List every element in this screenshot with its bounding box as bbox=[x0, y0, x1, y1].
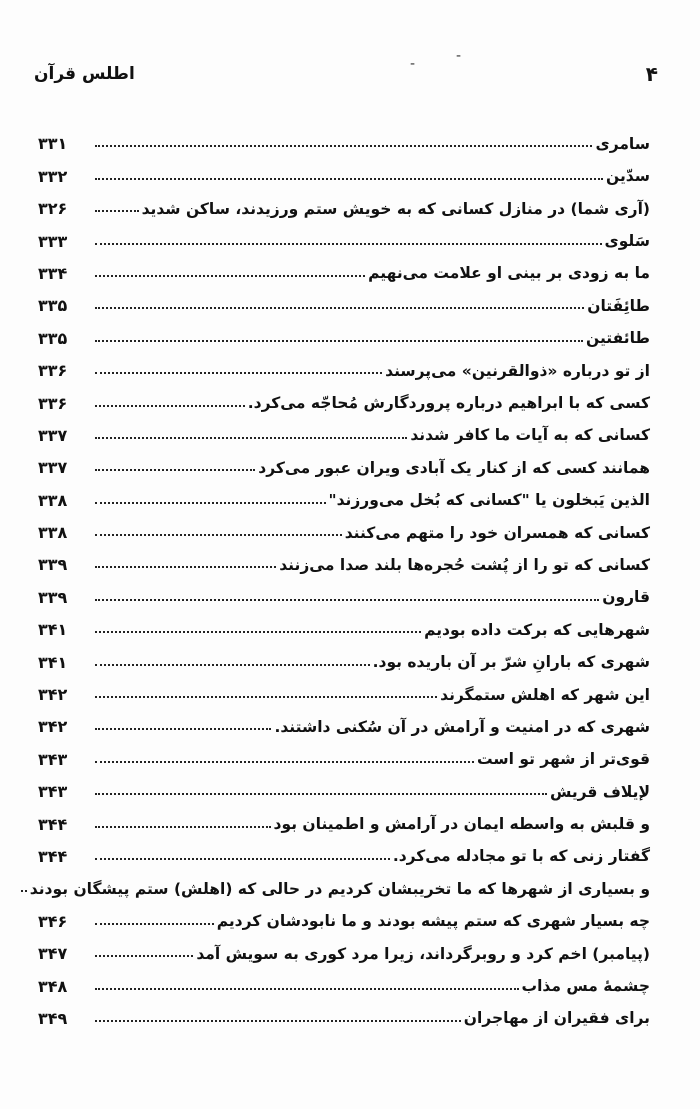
toc-entry-page-number: ۳۴۸ bbox=[38, 976, 68, 996]
toc-entry-title: و بسیاری از شهرها که ما تخریبشان کردیم در حالی که (اهلش) ستم پیشگان بودند bbox=[29, 879, 650, 898]
print-mark: - bbox=[410, 56, 416, 72]
toc-entry-page-number bbox=[0, 881, 18, 897]
toc-entry bbox=[38, 282, 650, 314]
dot-leader bbox=[95, 405, 245, 407]
toc-entry-page-number: ۳۴۳ bbox=[38, 749, 68, 769]
toc-entry-title: این شهر که اهلش ستمگرند bbox=[440, 685, 650, 704]
dot-leader bbox=[95, 372, 382, 374]
toc-entry bbox=[38, 250, 650, 282]
toc-entry-page-number: ۳۳۴ bbox=[38, 263, 68, 283]
toc-entry-page-number: ۳۳۸ bbox=[38, 490, 68, 510]
toc-entry-title: کسانی که تو را از پُشت حُجره‌ها بلند صدا می‌زنند bbox=[279, 555, 650, 574]
toc-entry-page-number: ۳۳۷ bbox=[38, 458, 68, 478]
dot-leader bbox=[95, 631, 421, 633]
toc-entry-page-number: ۳۳۷ bbox=[38, 425, 68, 445]
toc-entry-page-number: ۳۳۹ bbox=[38, 555, 68, 575]
dot-leader bbox=[95, 437, 407, 439]
toc-entry-title: کسانی که به آیات ما کافر شدند bbox=[410, 426, 650, 445]
dot-leader bbox=[95, 243, 602, 245]
toc-entry bbox=[38, 379, 650, 411]
page-header bbox=[34, 48, 666, 92]
book-title: اطلس قرآن bbox=[34, 64, 135, 84]
toc-entry-title: برای فقیران از مهاجران bbox=[463, 1009, 650, 1028]
toc-entry-page-number: ۳۴۳ bbox=[38, 782, 68, 802]
dot-leader bbox=[95, 728, 271, 730]
toc-entry-title: (آری شما) در منازل کسانی که به خویش ستم ورزیدند، ساکن شدید bbox=[141, 199, 650, 218]
toc-entry bbox=[38, 412, 650, 444]
toc-entry bbox=[38, 962, 650, 994]
dot-leader bbox=[95, 793, 547, 795]
toc-entry-title: گفتار زنی که با تو مجادله می‌کرد. bbox=[392, 847, 650, 866]
toc-entry bbox=[38, 768, 650, 800]
toc-entry-title: (پیامبر) اخم کرد و روبرگرداند، زیرا مرد کوری به سویش آمد bbox=[196, 944, 650, 963]
toc-entry-page-number: ۳۳۵ bbox=[38, 328, 68, 348]
toc-entry-page-number: ۳۳۵ bbox=[38, 296, 68, 316]
toc-entry-title: الذین یَبخلون یا "کسانی که بُخل می‌ورزند" bbox=[328, 491, 650, 510]
toc-entry-page-number: ۳۴۲ bbox=[38, 685, 68, 705]
toc-entry-page-number: ۳۳۶ bbox=[38, 361, 68, 381]
toc-entry-title: کسی که با ابراهیم درباره پروردگارش مُحاجّه می‌کرد. bbox=[247, 394, 650, 413]
dot-leader bbox=[95, 955, 193, 957]
dot-leader bbox=[95, 696, 437, 698]
toc-entry-title: شهری که بارانِ شرّ بر آن باریده بود. bbox=[372, 653, 650, 672]
toc-entry bbox=[38, 541, 650, 573]
dot-leader bbox=[95, 275, 365, 277]
toc-entry bbox=[38, 185, 650, 217]
toc-entry bbox=[38, 217, 650, 249]
toc-entry-title: شهرهایی که برکت داده بودیم bbox=[424, 620, 650, 639]
dot-leader bbox=[95, 210, 139, 212]
toc-entry bbox=[38, 606, 650, 638]
dot-leader bbox=[95, 923, 214, 925]
toc-entry-page-number: ۳۴۱ bbox=[38, 652, 68, 672]
toc-entry-title: ما به زودی بر بینی او علامت می‌نهیم bbox=[368, 264, 650, 283]
table-of-contents bbox=[29, 120, 650, 1028]
toc-entry-title: طائفتین bbox=[586, 329, 650, 348]
toc-entry bbox=[38, 995, 650, 1027]
toc-entry-title: شهری که در امنیت و آرامش در آن سُکنی داشتند. bbox=[274, 717, 650, 736]
toc-entry-page-number: ۳۴۶ bbox=[38, 911, 68, 931]
print-mark: - bbox=[456, 48, 462, 64]
toc-entry bbox=[38, 152, 650, 184]
toc-entry-title: طائِفَتان bbox=[587, 296, 650, 315]
dot-leader bbox=[95, 469, 255, 471]
dot-leader bbox=[95, 534, 342, 536]
toc-entry-page-number: ۳۴۴ bbox=[38, 814, 68, 834]
dot-leader bbox=[95, 988, 519, 990]
toc-entry-page-number: ۳۲۶ bbox=[38, 199, 68, 219]
toc-entry-title: چشمهٔ مس مذاب bbox=[521, 977, 650, 996]
dot-leader bbox=[95, 761, 474, 763]
toc-entry-title: چه بسیار شهری که ستم پیشه بودند و ما نابودشان کردیم bbox=[216, 912, 650, 931]
dot-leader bbox=[95, 858, 390, 860]
toc-entry-title: قوی‌تر از شهر تو است bbox=[477, 750, 650, 769]
toc-entry-page-number: ۳۳۲ bbox=[38, 166, 68, 186]
dot-leader bbox=[95, 502, 326, 504]
toc-entry bbox=[38, 671, 650, 703]
dot-leader bbox=[95, 664, 370, 666]
toc-entry bbox=[38, 800, 650, 832]
toc-entry-page-number: ۳۳۳ bbox=[38, 231, 68, 251]
toc-entry-page-number: ۳۴۴ bbox=[38, 846, 68, 866]
page-number: ۴ bbox=[645, 62, 658, 86]
toc-entry-title: سَلوی bbox=[604, 232, 650, 251]
dot-leader bbox=[95, 599, 599, 601]
toc-entry-title: همانند کسی که از کنار یک آبادی ویران عبور می‌کرد bbox=[258, 458, 650, 477]
dot-leader bbox=[95, 340, 583, 342]
toc-entry-title: سدّین bbox=[606, 167, 650, 186]
toc-entry-title: کسانی که همسران خود را متهم می‌کنند bbox=[344, 523, 650, 542]
toc-entry-title: از تو درباره «ذوالقرنین» می‌پرسند bbox=[385, 361, 650, 380]
toc-entry bbox=[38, 833, 650, 865]
toc-entry bbox=[38, 930, 650, 962]
dot-leader bbox=[95, 826, 271, 828]
toc-entry bbox=[38, 444, 650, 476]
toc-entry-title: لإیلاف قریش bbox=[549, 782, 650, 801]
toc-entry-page-number: ۳۳۹ bbox=[38, 587, 68, 607]
toc-entry bbox=[38, 476, 650, 508]
toc-entry bbox=[38, 347, 650, 379]
toc-entry-page-number: ۳۳۱ bbox=[38, 134, 68, 154]
toc-entry-page-number: ۳۴۷ bbox=[38, 944, 68, 964]
toc-entry-page-number: ۳۳۶ bbox=[38, 393, 68, 413]
dot-leader bbox=[95, 1020, 461, 1022]
toc-entry bbox=[38, 638, 650, 670]
dot-leader bbox=[95, 566, 276, 568]
dot-leader bbox=[21, 890, 27, 892]
dot-leader bbox=[95, 145, 592, 147]
dot-leader bbox=[95, 178, 603, 180]
toc-entry-title: سامری bbox=[595, 134, 650, 153]
toc-entry-page-number: ۳۴۱ bbox=[38, 620, 68, 640]
toc-entry-title: قارون bbox=[602, 588, 650, 607]
toc-entry bbox=[38, 509, 650, 541]
toc-entry-page-number: ۳۳۸ bbox=[38, 523, 68, 543]
dot-leader bbox=[95, 307, 584, 309]
toc-entry bbox=[38, 735, 650, 767]
toc-entry bbox=[38, 314, 650, 346]
toc-entry-title: و قلبش به واسطه ایمان در آرامش و اطمینان بود bbox=[273, 815, 650, 834]
toc-entry-page-number: ۳۴۲ bbox=[38, 717, 68, 737]
toc-entry bbox=[38, 703, 650, 735]
toc-entry bbox=[38, 573, 650, 605]
toc-entry bbox=[38, 120, 650, 152]
toc-entry bbox=[38, 897, 650, 929]
toc-entry-page-number: ۳۴۹ bbox=[38, 1008, 68, 1028]
toc-entry bbox=[29, 865, 650, 898]
